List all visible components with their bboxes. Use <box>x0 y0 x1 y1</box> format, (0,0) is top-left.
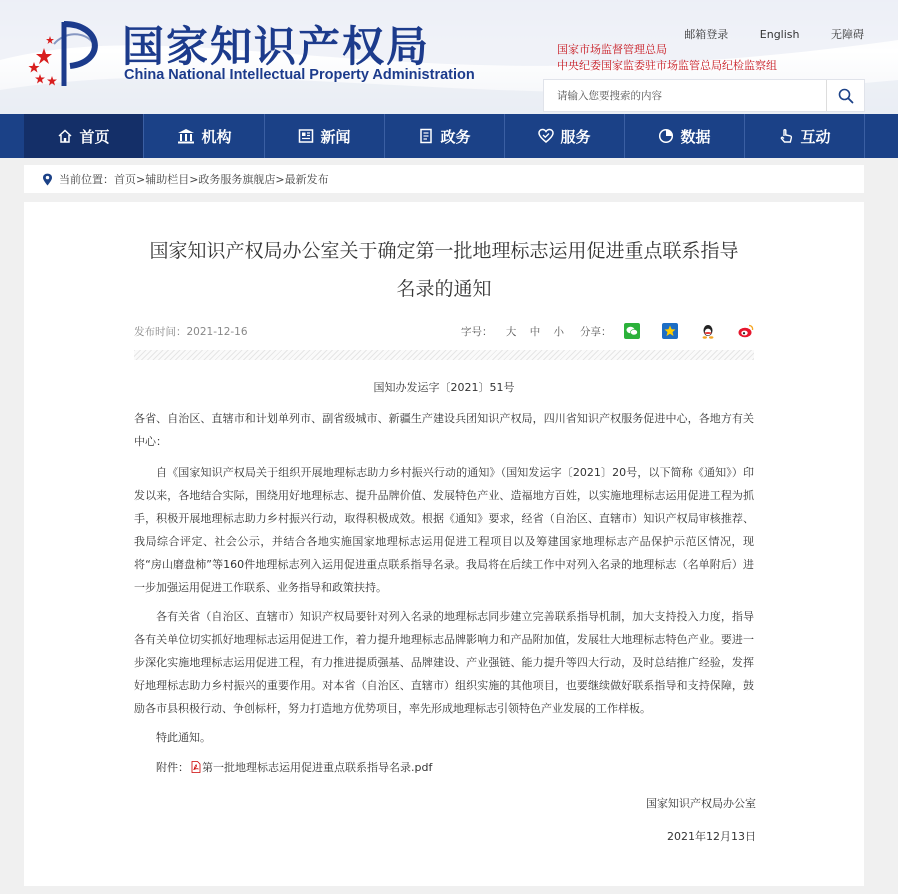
nav-item-government[interactable] <box>385 114 505 158</box>
nav-label: 服务 <box>560 127 591 146</box>
hand-icon <box>778 128 794 144</box>
attachment-label: 附件： <box>156 761 189 774</box>
nav-item-interact[interactable] <box>745 114 865 158</box>
nav-label: 互动 <box>800 127 831 146</box>
article-container <box>24 202 864 886</box>
font-size-small[interactable]: 小 <box>553 326 565 338</box>
nav-item-service[interactable] <box>505 114 625 158</box>
attachment-row <box>156 759 432 775</box>
search-input[interactable] <box>544 80 824 111</box>
font-size-large[interactable]: 大 <box>505 326 517 338</box>
site-header <box>0 0 898 114</box>
accessibility-link[interactable]: 无障碍 <box>831 28 864 41</box>
qq-share-icon[interactable] <box>700 323 716 339</box>
search-icon <box>838 88 854 104</box>
recipients-paragraph: 各省、自治区、直辖市和计划单列市、副省级城市、新疆生产建设兵团知识产权局，四川省知识产权服务促进中心，各地方有关中心： <box>134 412 754 448</box>
nav-item-data[interactable] <box>625 114 745 158</box>
weibo-share-icon[interactable] <box>738 323 754 339</box>
email-login-link[interactable]: 邮箱登录 <box>684 28 729 41</box>
nav-label: 数据 <box>680 127 711 146</box>
service-icon <box>538 128 554 144</box>
institution-icon <box>177 128 195 144</box>
font-size-label: 字号： <box>461 326 493 338</box>
org-name-samr[interactable]: 国家市场监督管理总局 <box>557 43 667 56</box>
font-size-medium[interactable]: 中 <box>529 326 541 338</box>
news-icon <box>298 128 314 144</box>
share-label: 分享： <box>580 325 612 338</box>
qzone-share-icon[interactable] <box>662 323 678 339</box>
section-divider <box>134 350 754 360</box>
issue-date: 2021年12月13日 <box>667 830 756 843</box>
body-paragraph-1: 自《国家知识产权局关于组织开展地理标志助力乡村振兴行动的通知》（国知发运字〔2021〕20号，以下简称《通知》）印发以来，各地结合实际，围绕用好地理标志、提升品牌价值、发展特色产业、造福地方百姓，以实施地理标志运用促进工程为抓手，积极开展地理标志助力乡村振兴行动，取得积极成效。根据《通知》要求，经省（自治区、直辖市）知识产权局审核推荐、我局综合评定、社会公示，并结合各地实施国家地理标志运用促进工程项目以及筹建国家地理标志产品保护示范区情况，现将“房山磨盘柿”等160件地理标志列入运用促进重点联系指导名录。我局将在后续工作中对列入名录的地理标志（名单附后）进一步加强运用促进工作联系、业务指导和政策扶持。 <box>134 466 754 594</box>
wechat-share-icon[interactable] <box>624 323 640 339</box>
pdf-file-icon <box>191 761 201 773</box>
nav-label: 新闻 <box>320 127 351 146</box>
nav-label: 政务 <box>440 127 471 146</box>
search-button[interactable] <box>826 80 864 111</box>
nav-item-news[interactable] <box>265 114 385 158</box>
attachment-link[interactable]: 第一批地理标志运用促进重点联系指导名录.pdf <box>202 761 433 774</box>
share-bar <box>580 323 754 339</box>
breadcrumb <box>24 165 864 193</box>
nav-label: 机构 <box>201 127 232 146</box>
english-link[interactable]: English <box>759 28 800 41</box>
article-title-line: 名录的通知 <box>396 278 492 300</box>
cnipa-logo-icon <box>24 14 114 94</box>
site-title-en: China National Intellectual Property Administration <box>124 67 475 83</box>
chart-icon <box>658 128 674 144</box>
home-icon <box>57 128 73 144</box>
nav-label: 首页 <box>79 127 110 146</box>
article-title <box>124 232 764 308</box>
document-number: 国知办发运字〔2021〕51号 <box>373 381 515 394</box>
top-links <box>656 26 864 42</box>
signer: 国家知识产权局办公室 <box>646 797 756 810</box>
main-nav <box>0 114 898 158</box>
site-title-cn: 国家知识产权局 <box>122 22 431 71</box>
breadcrumb-text[interactable]: 当前位置：首页>辅助栏目>政务服务旗舰店>最新发布 <box>59 173 329 186</box>
document-icon <box>418 128 434 144</box>
closing-text: 特此通知。 <box>156 731 211 744</box>
search-box <box>543 79 865 112</box>
font-size-control <box>461 324 564 339</box>
nav-item-institution[interactable] <box>145 114 265 158</box>
org-names <box>557 42 777 74</box>
body-paragraph-2: 各有关省（自治区、直辖市）知识产权局要针对列入名录的地理标志同步建立完善联系指导机制，加大支持投入力度，指导各有关单位切实抓好地理标志运用促进工作，着力提升地理标志品牌影响力和产品附加值，发展壮大地理标志特色产业。要进一步深化实施地理标志运用促进工程，有力推进提质强基、品牌建设、产业强链、能力提升等四大行动，及时总结推广经验，发挥好地理标志助力乡村振兴的重要作用。对本省（自治区、直辖市）组织实施的其他项目，也要继续做好联系指导和支持保障，鼓励各市县积极行动、争创标杆，努力打造地方优势项目，率先形成地理标志引领特色产业发展的工作样板。 <box>134 610 754 715</box>
article-title-line: 国家知识产权局办公室关于确定第一批地理标志运用促进重点联系指导 <box>149 240 739 262</box>
publish-time: 发布时间：2021-12-16 <box>134 326 248 338</box>
org-name-discipline[interactable]: 中央纪委国家监委驻市场监管总局纪检监察组 <box>557 59 777 72</box>
nav-item-home[interactable] <box>24 114 144 158</box>
location-pin-icon <box>42 173 53 186</box>
